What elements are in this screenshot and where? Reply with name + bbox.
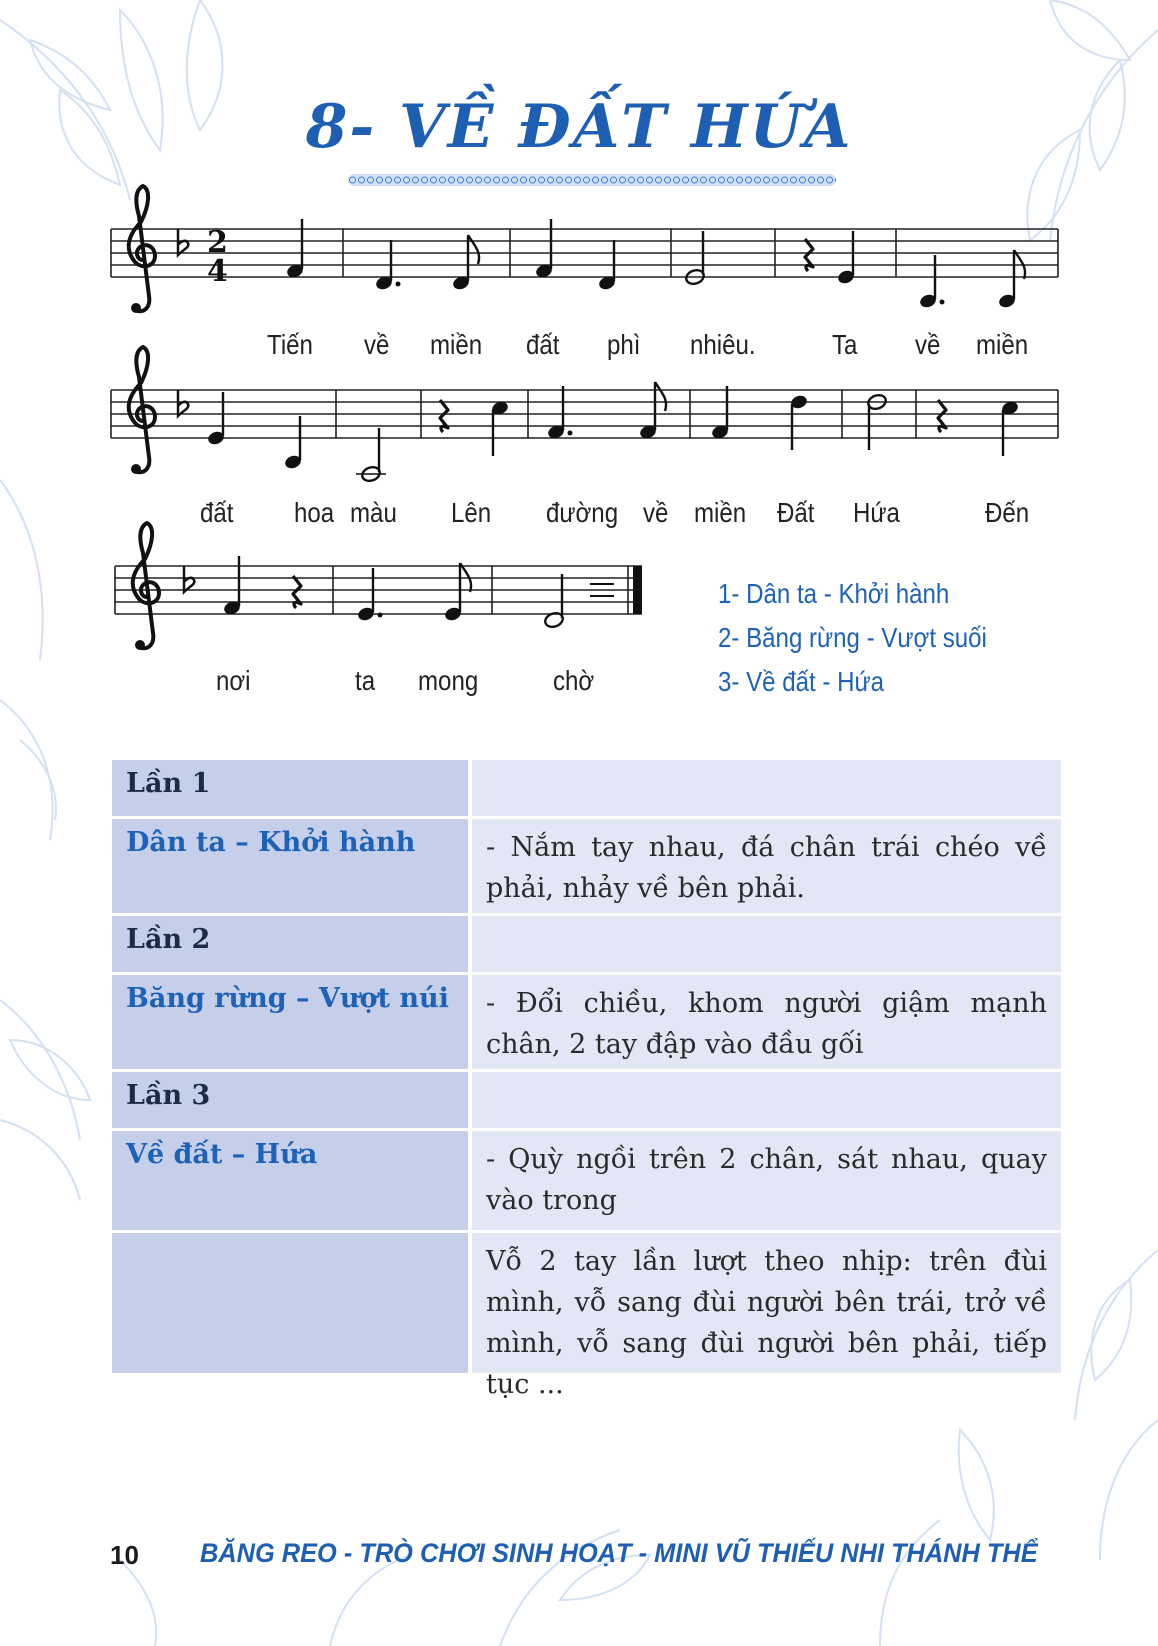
lyric-word: màu (350, 497, 397, 528)
lyric-word: phì (607, 329, 641, 360)
instruction-text (472, 916, 1061, 972)
lyric-word: chờ (553, 665, 595, 696)
legend-item: 2- Băng rừng - Vượt suối (718, 622, 987, 653)
lyric-word: nơi (216, 665, 251, 696)
step-name: Dân ta – Khởi hành (112, 819, 468, 913)
lyric-word: Tiến (267, 329, 313, 360)
page-title: 8- VỀ ĐẤT HỨA (305, 92, 853, 162)
time-signature-bottom: 4 (207, 254, 228, 289)
lyric-word: về (643, 497, 669, 528)
instruction-text (472, 1072, 1061, 1128)
round-label: Lần 1 (112, 760, 468, 816)
instruction-text: Vỗ 2 tay lần lượt theo nhịp: trên đùi mình, vỗ sang đùi người bên trái, trở về mình, vỗ sang đùi người bên phải, tiếp tục ... (472, 1233, 1061, 1373)
staff-line-3 (115, 523, 642, 650)
table-row (112, 819, 1061, 913)
book-title-footer: BĂNG REO - TRÒ CHƠI SINH HOẠT - MINI VŨ THIẾU NHI THÁNH THỂ (200, 1538, 1038, 1568)
lyric-word: Đến (985, 497, 1030, 528)
lyric-word: Hứa (853, 497, 900, 528)
lyric-word: đất (526, 329, 560, 360)
round-label: Lần 3 (112, 1072, 468, 1128)
legend-item: 3- Về đất - Hứa (718, 666, 885, 697)
table-row (112, 1131, 1061, 1230)
lyric-word: Đất (777, 497, 815, 528)
lyric-word: miền (430, 329, 483, 360)
lyric-word: Ta (832, 329, 858, 360)
time-signature-top: 2 (207, 225, 228, 260)
table-row (112, 975, 1061, 1069)
table-row (112, 916, 1061, 972)
lyric-word: miền (976, 329, 1029, 360)
lyric-word: ta (355, 665, 376, 696)
step-name (112, 1233, 468, 1373)
page-number: 10 (110, 1540, 139, 1570)
lyric-word: Lên (451, 497, 492, 528)
instruction-text: - Quỳ ngồi trên 2 chân, sát nhau, quay vào trong (472, 1131, 1061, 1230)
instruction-text: - Nắm tay nhau, đá chân trái chéo về phải, nhảy về bên phải. (472, 819, 1061, 913)
lyric-word: về (915, 329, 941, 360)
lyric-word: đất (200, 497, 234, 528)
lyric-word: đường (546, 497, 619, 528)
lyric-word: về (364, 329, 390, 360)
instruction-text: - Đổi chiều, khom người giậm mạnh chân, 2 tay đập vào đầu gối (472, 975, 1061, 1069)
lyric-word: mong (418, 665, 479, 696)
legend-item: 1- Dân ta - Khởi hành (718, 578, 950, 609)
table-row (112, 760, 1061, 816)
instruction-text (472, 760, 1061, 816)
staff-line-1 (111, 186, 1058, 313)
staff-line-2 (111, 347, 1058, 483)
step-name: Băng rừng – Vượt núi (112, 975, 468, 1069)
round-label: Lần 2 (112, 916, 468, 972)
step-name: Về đất – Hứa (112, 1131, 468, 1230)
verse-legend (718, 578, 1031, 710)
instruction-table (112, 760, 1061, 1400)
table-row (112, 1233, 1061, 1400)
lyric-word: hoa (294, 497, 335, 528)
lyric-word: nhiêu. (690, 329, 756, 360)
lyric-word: miền (694, 497, 747, 528)
table-row (112, 1072, 1061, 1128)
